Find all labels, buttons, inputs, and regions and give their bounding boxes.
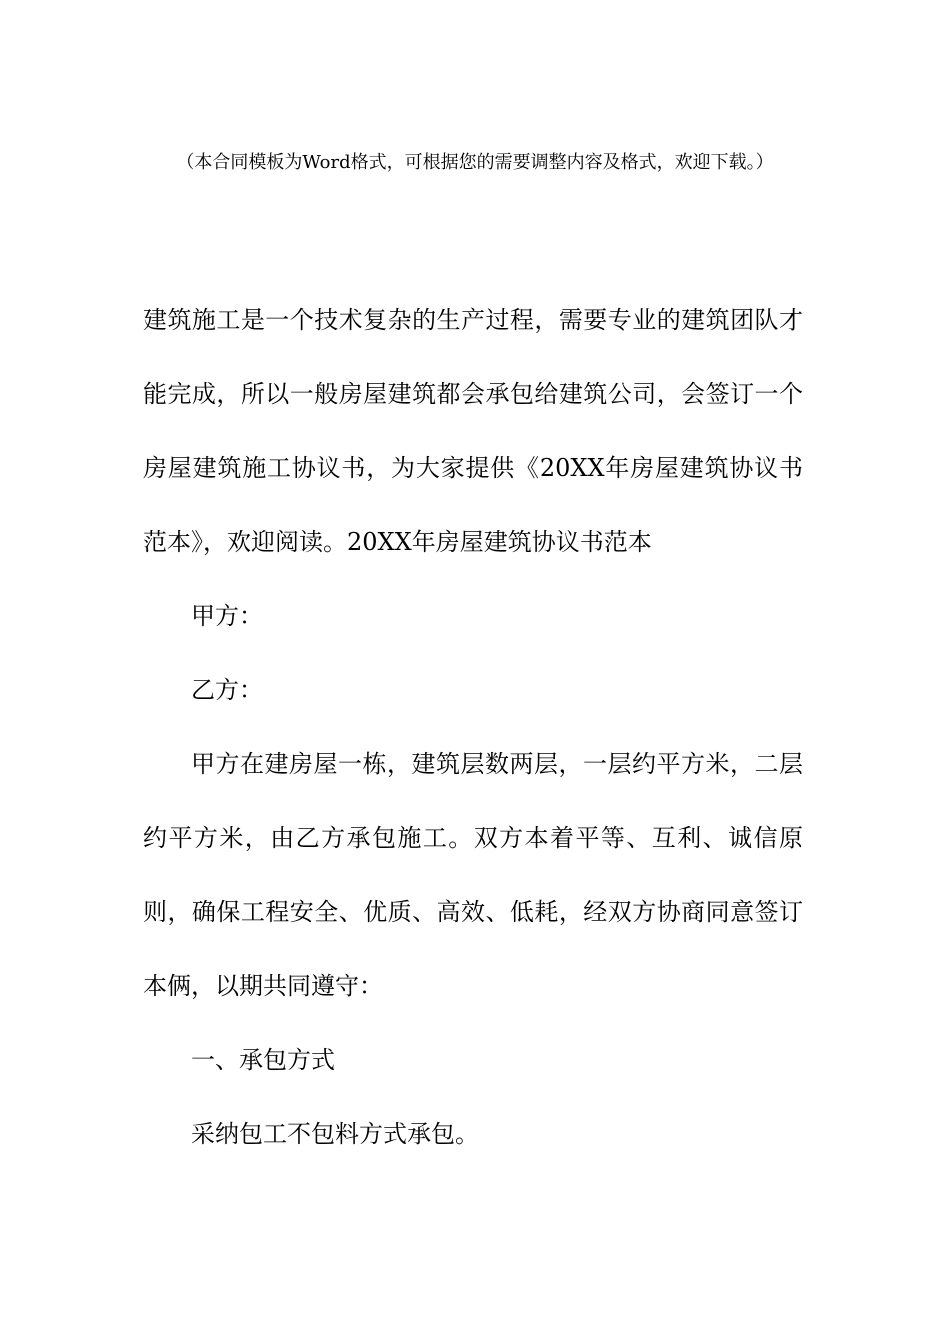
document-body — [143, 283, 803, 1171]
party-b-line: 乙方： — [191, 676, 263, 704]
template-note: （本合同模板为Word格式，可根据您的需要调整内容及格式，欢迎下载。） — [176, 152, 774, 173]
contract-method-text: 采纳包工不包料方式承包。 — [191, 1120, 479, 1148]
intro-paragraph: 建筑施工是一个技术复杂的生产过程，需要专业的建筑团队才能完成，所以一般房屋建筑都会承包给建筑公司，会签订一个房屋建筑施工协议书，为大家提供《20XX年房屋建筑协议书范本》，欢迎阅读。20XX年房屋建筑协议书范本 — [143, 306, 803, 556]
section-heading-contract-method: 一、承包方式 — [191, 1046, 335, 1074]
agreement-preamble: 甲方在建房屋一栋，建筑层数两层，一层约平方米，二层约平方米，由乙方承包施工。双方本着平等、互利、诚信原则，确保工程安全、优质、高效、低耗，经双方协商同意签订本俩，以期共同遵守： — [143, 750, 803, 1000]
party-a-line: 甲方： — [191, 602, 263, 630]
